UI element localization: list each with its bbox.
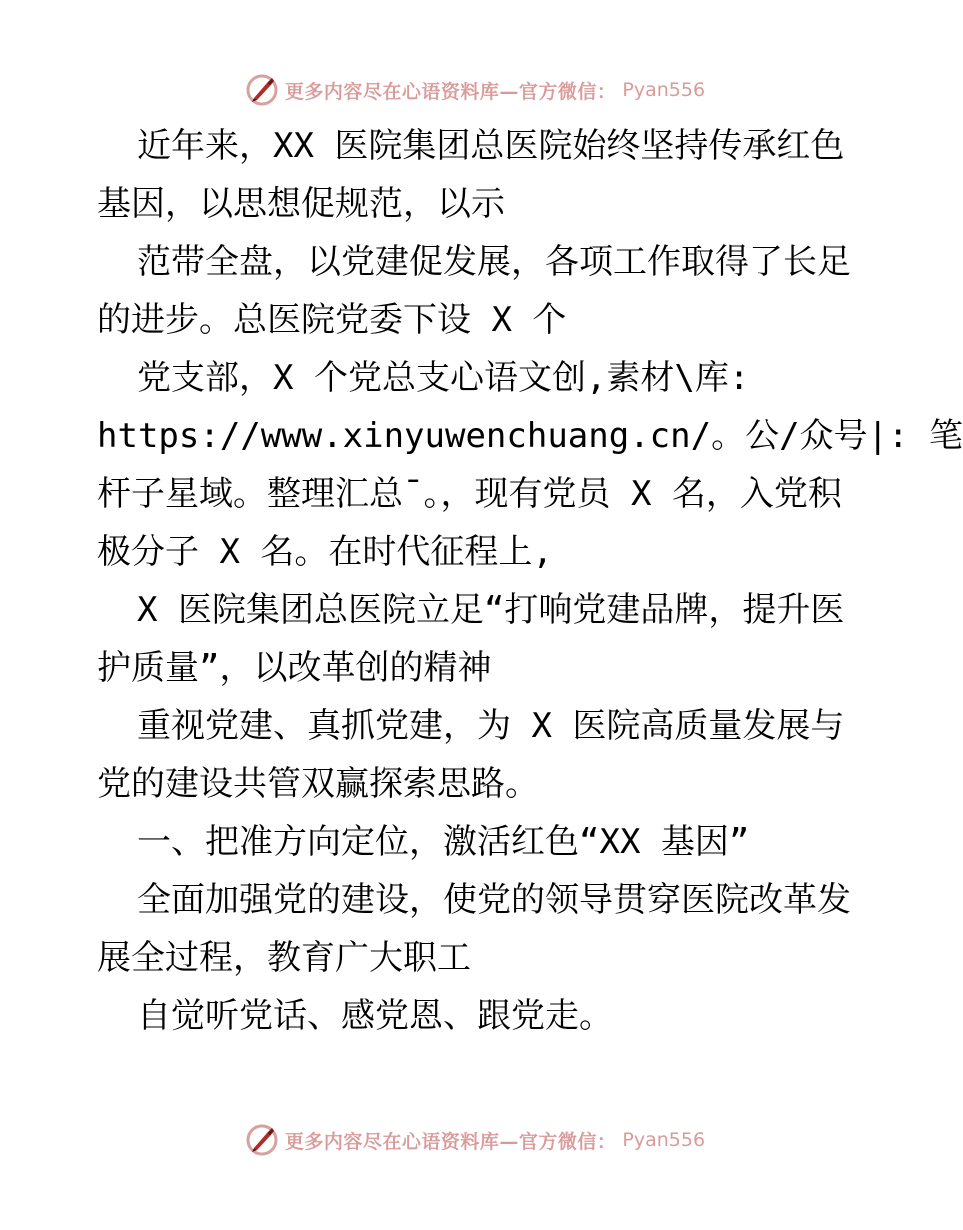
body-line: 展全过程，教育广大职工 [97,938,471,978]
body-line: 全面加强党的建设，使党的领导贯穿医院改革发 [137,880,851,920]
body-line: 范带全盘，以党建促发展，各项工作取得了长足 [137,242,851,282]
watermark-text: 更多内容尽在心语资料库—官方微信： [284,80,617,103]
body-line: 近年来，XX 医院集团总医院始终坚持传承红色 [137,126,845,166]
section-heading: 一、把准方向定位，激活红色“XX 基因” [137,822,750,862]
body-line: https://www.xinyuwenchuang.cn/。公/众号|: 笔 [97,416,963,456]
watermark-account: Pyan556 [622,79,706,101]
document-body [97,117,963,1045]
watermark-account: Pyan556 [622,1129,706,1151]
footer-watermark [0,1122,950,1158]
header-watermark [0,72,950,108]
body-line: 基因，以思想促规范，以示 [97,184,505,224]
quill-logo-icon [245,73,279,107]
body-line: 护质量”，以改革创的精神 [97,648,492,688]
body-line: 党支部，X 个党总支心语文创,素材\库: [137,358,750,398]
body-line: 的进步。总医院党委下设 X 个 [97,300,567,340]
body-line: 党的建设共管双赢探索思路。 [97,764,539,804]
watermark-text: 更多内容尽在心语资料库—官方微信： [284,1130,617,1153]
body-line: 杆子星域。整理汇总¯。，现有党员 X 名，入党积 [97,474,842,514]
body-line: 重视党建、真抓党建，为 X 医院高质量发展与 [137,706,845,746]
body-line: 自觉听党话、感党恩、跟党走。 [137,996,613,1036]
body-line: X 医院集团总医院立足“打响党建品牌，提升医 [137,590,845,630]
quill-logo-icon [245,1123,279,1157]
body-line: 极分子 X 名。在时代征程上, [97,532,553,572]
